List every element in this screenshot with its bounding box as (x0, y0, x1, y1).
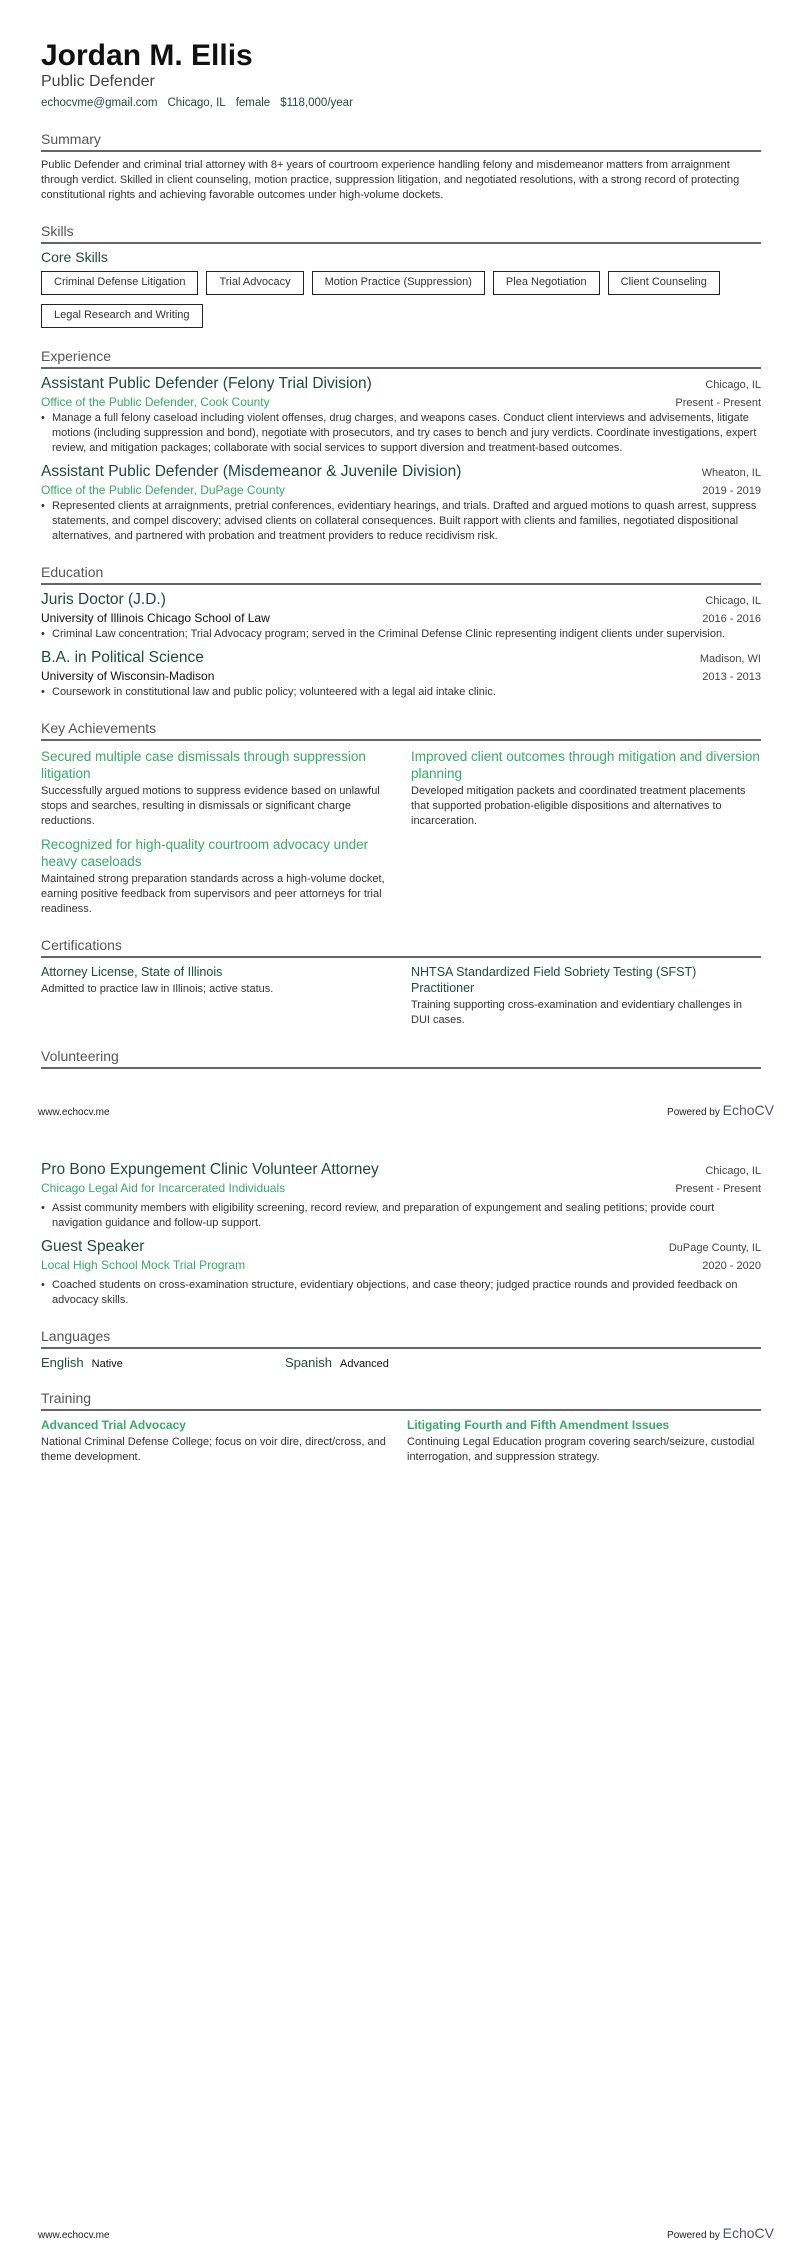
skills-section (41, 222, 761, 328)
experience-entry (41, 463, 761, 544)
volunteer-entry (41, 1161, 761, 1231)
footer-powered (667, 1102, 774, 1118)
section-heading: Experience (41, 347, 761, 369)
entry-school: University of Wisconsin-Madison (41, 669, 215, 683)
training-title: Advanced Trial Advocacy (41, 1418, 186, 1432)
certification-text: Admitted to practice law in Illinois; active status. (41, 983, 274, 995)
skill-chip: Motion Practice (Suppression) (312, 271, 485, 295)
entry-school: University of Illinois Chicago School of Law (41, 611, 270, 625)
language-name: Spanish (285, 1355, 332, 1370)
contact-location: Chicago, IL (167, 97, 226, 109)
footer-powered (667, 2225, 774, 2241)
certification-title: NHTSA Standardized Field Sobriety Testing (SFST) Practitioner (411, 965, 697, 995)
achievement-item (411, 748, 761, 829)
skill-chip: Legal Research and Writing (41, 304, 203, 328)
header (41, 40, 761, 111)
achievement-item (41, 748, 391, 829)
certification-text: Training supporting cross-examination and evidentiary challenges in DUI cases. (411, 999, 742, 1026)
entry-location: Madison, WI (699, 653, 761, 665)
skill-chip: Plea Negotiation (493, 271, 600, 295)
entry-bullet: • Represented clients at arraignments, pretrial conferences, evidentiary hearings, and trials. Drafted and argued motions to quash arrest, suppress statements, and compel discovery; advised clients on collateral consequences. Built rapport with clients and families, negotiated dispositional alternatives, and partnered with probation and treatment providers to reduce recidivism risk. (41, 499, 761, 544)
section-heading: Training (41, 1389, 761, 1411)
volunteering-entries (41, 1161, 761, 1308)
resume-page-1 (41, 40, 761, 1069)
certification-item (411, 964, 761, 1028)
section-heading: Summary (41, 130, 761, 152)
section-heading: Languages (41, 1327, 761, 1349)
education-entry (41, 591, 761, 642)
achievement-title: Improved client outcomes through mitigation and diversion planning (411, 749, 760, 781)
resume-page-2 (41, 1161, 761, 1465)
entry-dates: Present - Present (675, 397, 761, 409)
brand-logo: EchoCV (722, 2225, 774, 2241)
certification-item (41, 964, 391, 1028)
entry-degree: Juris Doctor (J.D.) (41, 591, 166, 608)
achievement-text: Successfully argued motions to suppress evidence based on unlawful stops and searches, resulting in dismissals or significant charge reductions. (41, 785, 380, 827)
entry-location: Chicago, IL (705, 595, 761, 607)
entry-bullet: • Coursework in constitutional law and public policy; volunteered with a legal aid intake clinic. (41, 685, 761, 700)
candidate-name: Jordan M. Ellis (41, 39, 253, 72)
achievement-item (41, 836, 391, 917)
language-level: Native (91, 1358, 123, 1370)
entry-org: Chicago Legal Aid for Incarcerated Individuals (41, 1181, 286, 1195)
entry-location: Chicago, IL (705, 379, 761, 391)
entry-title: Assistant Public Defender (Felony Trial Division) (41, 375, 372, 392)
contact-email[interactable]: echocvme@gmail.com (41, 97, 158, 109)
volunteer-entry (41, 1238, 761, 1308)
entry-bullet: • Assist community members with eligibility screening, record review, and preparation of expungement and sealing petitions; provide court navigation guidance and follow-up support. (41, 1201, 761, 1231)
language-item (41, 1355, 285, 1370)
entry-location: Wheaton, IL (701, 467, 761, 479)
language-name: English (41, 1355, 84, 1370)
section-heading: Skills (41, 222, 761, 244)
skill-chip: Trial Advocacy (206, 271, 303, 295)
entry-bullet: • Manage a full felony caseload including violent offenses, drug charges, and weapons cases. Conduct client interviews and advisements, litigate motions (including suppression and bond), negotiate with prosecutors, and try cases to bench and jury verdicts. Coordinate investigations, expert review, and mitigation packages; collaborate with social services to support diversion and treatment-based outcomes. (41, 411, 761, 456)
entry-bullet: • Criminal Law concentration; Trial Advocacy program; served in the Criminal Defense Clinic representing indigent clients under supervision. (41, 627, 761, 642)
entry-dates: 2019 - 2019 (702, 485, 761, 497)
language-level: Advanced (339, 1358, 389, 1370)
entry-org: Office of the Public Defender, DuPage County (41, 483, 285, 497)
contact-salary: $118,000/year (280, 97, 353, 109)
entry-title: Assistant Public Defender (Misdemeanor & Juvenile Division) (41, 463, 462, 480)
entry-dates: 2013 - 2013 (702, 671, 761, 683)
candidate-title: Public Defender (41, 73, 155, 90)
volunteering-section (41, 1047, 761, 1069)
section-heading: Volunteering (41, 1047, 761, 1069)
certifications-section (41, 936, 761, 1028)
achievement-title: Recognized for high-quality courtroom advocacy under heavy caseloads (41, 837, 369, 869)
section-heading: Education (41, 563, 761, 585)
powered-by-label: Powered by (667, 1107, 720, 1118)
summary-section (41, 130, 761, 203)
entry-title: Pro Bono Expungement Clinic Volunteer Attorney (41, 1161, 379, 1178)
training-item (407, 1417, 761, 1465)
entry-bullet: • Coached students on cross-examination structure, evidentiary objections, and case theory; judged practice rounds and provided feedback on advocacy skills. (41, 1278, 761, 1308)
entry-org: Local High School Mock Trial Program (41, 1258, 246, 1272)
education-entry (41, 649, 761, 700)
section-heading: Key Achievements (41, 719, 761, 741)
training-text: National Criminal Defense College; focus on voir dire, direct/cross, and theme development. (41, 1436, 386, 1463)
entry-location: DuPage County, IL (668, 1242, 761, 1254)
section-heading: Certifications (41, 936, 761, 958)
contact-gender: female (235, 97, 271, 109)
language-item (285, 1355, 529, 1370)
entry-dates: 2020 - 2020 (702, 1260, 761, 1272)
brand-logo: EchoCV (722, 1102, 774, 1118)
training-section (41, 1389, 761, 1465)
page-footer (38, 2225, 774, 2241)
footer-url[interactable]: www.echocv.me (38, 2230, 110, 2241)
certification-title: Attorney License, State of Illinois (41, 965, 223, 979)
achievement-title: Secured multiple case dismissals through suppression litigation (41, 749, 366, 781)
achievements-section (41, 719, 761, 917)
training-text: Continuing Legal Education program covering search/seizure, custodial interrogation, and suppression strategy. (407, 1436, 755, 1463)
education-section (41, 563, 761, 700)
entry-title: Guest Speaker (41, 1238, 145, 1255)
skill-chip: Criminal Defense Litigation (41, 271, 198, 295)
entry-dates: Present - Present (675, 1183, 761, 1195)
page-footer (38, 1102, 774, 1118)
languages-section (41, 1327, 761, 1370)
footer-url[interactable]: www.echocv.me (38, 1107, 110, 1118)
training-title: Litigating Fourth and Fifth Amendment Issues (407, 1418, 670, 1432)
entry-degree: B.A. in Political Science (41, 649, 204, 666)
contact-line (41, 95, 761, 111)
experience-section (41, 347, 761, 544)
experience-entry (41, 375, 761, 456)
entry-org: Office of the Public Defender, Cook County (41, 395, 270, 409)
achievement-text: Maintained strong preparation standards across a high-volume docket, earning positive feedback from supervisors and peer attorneys for trial readiness. (41, 873, 385, 915)
training-item (41, 1417, 395, 1465)
summary-text: Public Defender and criminal trial attorney with 8+ years of courtroom experience handling felony and misdemeanor matters from arraignment through verdict. Skilled in client counseling, motion practice, suppression litigation, and negotiated resolutions, with a strong record of protecting constitutional rights and achieving favorable outcomes under high-volume dockets. (41, 159, 740, 201)
entry-dates: 2016 - 2016 (702, 613, 761, 625)
powered-by-label: Powered by (667, 2230, 720, 2241)
skills-group-title: Core Skills (41, 249, 108, 265)
entry-location: Chicago, IL (705, 1165, 761, 1177)
achievement-text: Developed mitigation packets and coordinated treatment placements that supported probation-eligible dispositions and alternatives to incarceration. (411, 785, 746, 827)
skill-chip: Client Counseling (608, 271, 720, 295)
